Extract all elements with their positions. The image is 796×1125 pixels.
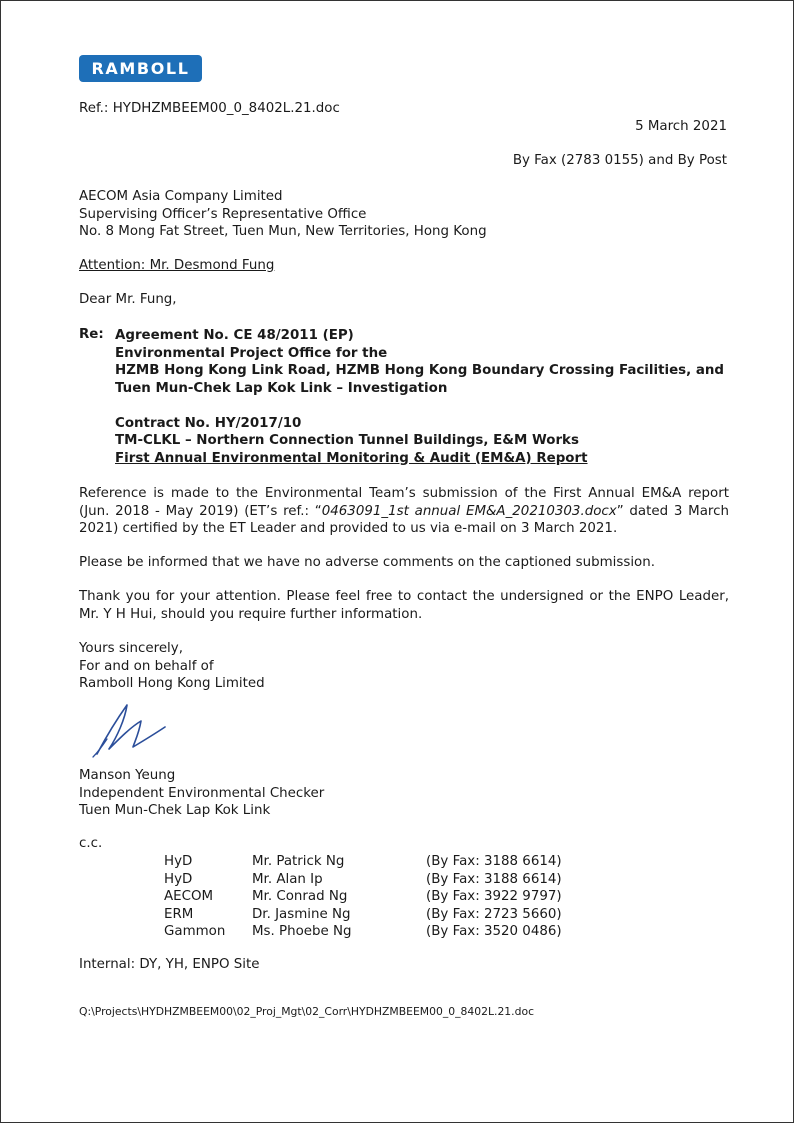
subject-link: Tuen Mun-Chek Lap Kok Link – Investigation (115, 380, 448, 396)
p1-text-a: Reference is made to the Environmental Team’s submission of the First Annual EM&A report (Jun. 2018 - May 2019) (ET’s ref.: “ (79, 486, 729, 519)
closing-company: Ramboll Hong Kong Limited (79, 676, 265, 691)
signatory-project: Tuen Mun-Chek Lap Kok Link (79, 803, 271, 818)
attention-line: Attention: Mr. Desmond Fung (79, 258, 275, 273)
body-paragraph-3: Thank you for your attention. Please feel free to contact the undersigned or the ENPO Leader, Mr. Y H Hui, should you require further information. (79, 589, 729, 622)
cc-person: Mr. Conrad Ng (252, 889, 348, 904)
cc-fax: (By Fax: 3922 9797) (426, 889, 562, 904)
file-path-footer: Q:\Projects\HYDHZMBEEM00\02_Proj_Mgt\02_Corr\HYDHZMBEEM00_0_8402L.21.doc (79, 1005, 535, 1018)
cc-person: Mr. Patrick Ng (252, 854, 345, 869)
subject-block (115, 327, 724, 467)
closing-block (79, 640, 265, 693)
signatory-block (79, 767, 324, 820)
closing-sincerely: Yours sincerely, (79, 641, 183, 656)
cc-row (164, 888, 562, 906)
subject-contract: Contract No. HY/2017/10 (115, 415, 302, 431)
cc-row (164, 871, 562, 889)
recipient-address (79, 188, 487, 241)
cc-table (164, 853, 562, 941)
subject-report: First Annual Environmental Monitoring & Audit (EM&A) Report (115, 450, 588, 466)
body-paragraph-1 (79, 485, 729, 538)
subject-agreement: Agreement No. CE 48/2011 (EP) (115, 328, 354, 343)
body-paragraph-2: Please be informed that we have no adverse comments on the captioned submission. (79, 555, 655, 570)
cc-org: ERM (164, 906, 194, 922)
cc-fax: (By Fax: 3188 6614) (426, 871, 562, 887)
p1-filename: 0463091_1st annual EM&A_20210303.docx (321, 503, 617, 519)
p1-text-b: ” dated 3 March 2021) certified by the ET Leader and provided to us via e-mail on 3 March 2021. (79, 503, 729, 536)
cc-fax: (By Fax: 2723 5660) (426, 906, 562, 922)
cc-row (164, 923, 562, 941)
salutation: Dear Mr. Fung, (79, 292, 177, 307)
signatory-name: Manson Yeung (79, 768, 176, 783)
cc-person: Mr. Alan Ip (252, 871, 323, 887)
recipient-office: Supervising Officer’s Representative Office (79, 206, 367, 222)
recipient-street: No. 8 Mong Fat Street, Tuen Mun, New Territories, Hong Kong (79, 224, 487, 239)
cc-org: HyD (164, 871, 193, 887)
re-label: Re: (79, 327, 104, 342)
closing-behalf: For and on behalf of (79, 658, 214, 674)
cc-org: AECOM (164, 889, 214, 904)
cc-org: Gammon (164, 924, 226, 939)
letter-date: 5 March 2021 (635, 119, 727, 134)
cc-label: c.c. (79, 836, 103, 851)
cc-fax: (By Fax: 3520 0486) (426, 924, 562, 939)
cc-row (164, 853, 562, 871)
subject-works: TM-CLKL – Northern Connection Tunnel Buildings, E&M Works (115, 433, 579, 448)
cc-row (164, 906, 562, 924)
internal-distribution: Internal: DY, YH, ENPO Site (79, 957, 260, 972)
subject-office: Environmental Project Office for the (115, 345, 388, 361)
subject-project: HZMB Hong Kong Link Road, HZMB Hong Kong Boundary Crossing Facilities, and (115, 363, 725, 378)
delivery-method: By Fax (2783 0155) and By Post (512, 153, 727, 168)
cc-fax: (By Fax: 3188 6614) (426, 854, 562, 869)
ramboll-logo: RAMBOLL (79, 55, 202, 82)
cc-person: Dr. Jasmine Ng (252, 906, 351, 922)
cc-org: HyD (164, 854, 193, 869)
handwritten-signature (87, 699, 177, 761)
reference-number: Ref.: HYDHZMBEEM00_0_8402L.21.doc (79, 101, 340, 116)
signatory-title: Independent Environmental Checker (79, 785, 325, 801)
recipient-company: AECOM Asia Company Limited (79, 189, 283, 204)
cc-person: Ms. Phoebe Ng (252, 924, 352, 939)
